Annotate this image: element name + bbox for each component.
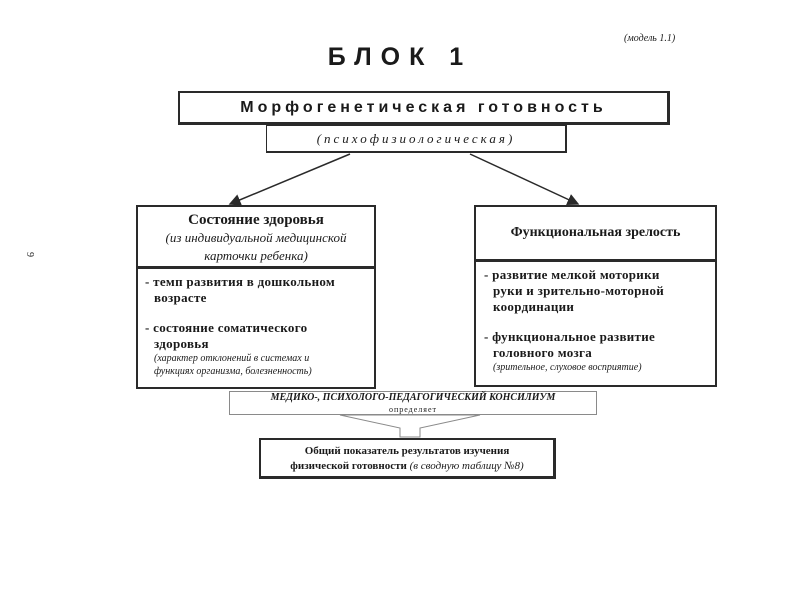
maturity-item-1-line-3: координации [493,299,575,314]
page-number: 9 [24,252,35,257]
main-block-subtitle-box [266,125,567,153]
health-note-line-2: функциях организма, болезненность) [154,366,312,377]
maturity-item-1-line-1: - развитие мелкой моторики [484,267,660,282]
council-action: определяет [388,405,438,414]
funnel-arrow [340,415,480,437]
health-item-2 [145,320,370,352]
health-state-title: Состояние здоровья [188,212,324,228]
maturity-note: (зрительное, слуховое восприятие) [493,362,642,373]
result-line-2-note: (в сводную таблицу №8) [409,460,524,472]
functional-maturity-header [474,205,717,261]
maturity-item-2-line-1: - функциональное развитие [484,329,656,344]
model-label: (модель 1.1) [624,33,676,44]
health-state-subtitle-1: (из индивидуальной медицинской [165,230,347,245]
functional-maturity-body [474,260,717,387]
result-line-1: Общий показатель результатов изучения [304,445,510,457]
maturity-item-1-line-2: руки и зрительно-моторной [493,283,665,298]
maturity-item-2-line-2: головного мозга [493,345,593,360]
arrow-to-right-box [470,154,578,204]
health-item-1-line-1: - темп развития в дошкольном [145,274,336,289]
result-box [259,438,556,479]
maturity-item-2 [484,329,711,361]
main-block-subtitle: (психофизиологическая) [316,130,516,146]
result-line-2-main: физической готовности [290,460,407,472]
arrow-to-left-box [230,154,350,204]
page-title: БЛОК 1 [327,43,473,71]
result-line-2 [261,459,553,474]
health-note-line-1: (характер отклонений в системах и [154,353,310,364]
health-item-2-line-1: - состояние соматического [145,320,308,335]
functional-maturity-title: Функциональная зрелость [510,225,681,240]
health-state-body [136,267,376,389]
main-block-title-box [178,91,670,125]
council-box [229,391,597,415]
main-block-title: Морфогенетическая готовность [240,98,607,116]
health-state-subtitle-2: карточки ребенка) [204,248,308,263]
council-title: МЕДИКО-, ПСИХОЛОГО-ПЕДАГОГИЧЕСКИЙ КОНСИЛИУМ [270,392,556,403]
health-item-2-line-2: здоровья [154,336,209,351]
health-state-header [136,205,376,268]
health-item-1 [145,274,370,306]
health-item-1-line-2: возрасте [154,290,207,305]
maturity-item-1 [484,267,711,315]
